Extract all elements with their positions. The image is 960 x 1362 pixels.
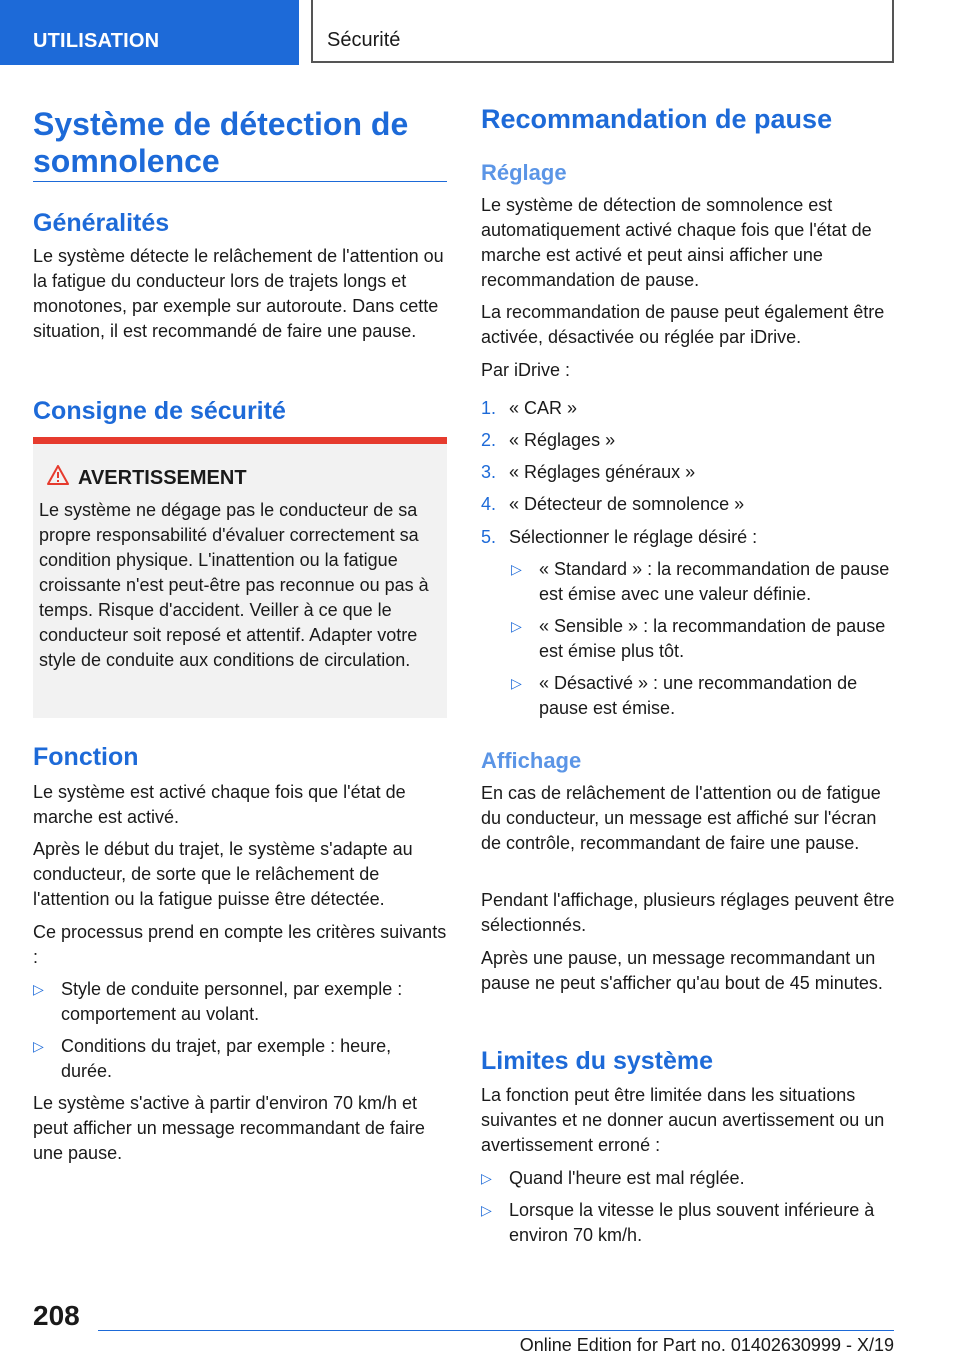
triangle-bullet-icon: ▷ [511, 675, 522, 691]
warning-text: Le système ne dégage pas le conducteur de sa propre responsabilité d'évaluer correctement sa condition physique. L'inattention ou la fatigue croissante n'est peut-être pas reconnue ou pas à temps. Risque d'accident. Veiller à ce que le conducteur soit reposé et attentif. Adapter votre style de conduite aux conditions de circulation. [39, 500, 429, 670]
header-section-label: UTILISATION [33, 30, 160, 52]
reglage-p1: Le système de détection de somnolence est automatiquement activé chaque fois que l'état de marche est activé et peut ainsi afficher une recommandation de pause. [481, 195, 872, 290]
limites-bullet-2: Lorsque la vitesse le plus souvent inférieure à environ 70 km/h. [509, 1200, 875, 1245]
step-text: « CAR » [509, 398, 578, 418]
list-item [481, 428, 895, 453]
list-item [33, 1034, 447, 1084]
list-item [481, 460, 895, 485]
list-item [481, 396, 895, 421]
affichage-p1: En cas de relâchement de l'attention ou de fatigue du conducteur, un message est affiché sur l'écran de contrôle, recommandant de faire une pause. [481, 783, 881, 853]
consigne-heading: Consigne de sécurité [33, 397, 286, 425]
reglage-p3: Par iDrive : [481, 360, 571, 380]
footer-edition: Online Edition for Part no. 01402630999 - X/19 [519, 1335, 894, 1355]
step-number: 4. [481, 494, 497, 514]
header-chapter-label: Sécurité [327, 29, 401, 51]
header-chapter-tab [311, 0, 894, 63]
triangle-bullet-icon: ▷ [481, 1170, 492, 1186]
header-section-tab [0, 0, 299, 65]
affichage-heading: Affichage [481, 748, 582, 773]
step-number: 5. [481, 527, 497, 547]
page-number: 208 [33, 1300, 80, 1331]
fonction-bullet-1: Style de conduite personnel, par exemple : comportement au volant. [61, 979, 403, 1024]
option-text: « Désactivé » : une recommandation de pause est émise. [539, 673, 858, 718]
warning-title: AVERTISSEMENT [78, 467, 247, 489]
step-text: « Réglages » [509, 430, 616, 450]
reglage-heading: Réglage [481, 160, 567, 185]
step-text: « Détecteur de somnolence » [509, 494, 745, 514]
option-text: « Sensible » : la recommandation de pause est émise plus tôt. [539, 616, 886, 661]
fonction-p4: Le système s'active à partir d'environ 70 km/h et peut afficher un message recommandant de faire une pause. [33, 1093, 425, 1163]
reglage-p2: La recommandation de pause peut également être activée, désactivée ou réglée par iDrive. [481, 302, 885, 347]
triangle-bullet-icon: ▷ [33, 981, 44, 997]
triangle-bullet-icon: ▷ [33, 1038, 44, 1054]
list-item [481, 614, 895, 664]
step-text: « Réglages généraux » [509, 462, 696, 482]
list-item [481, 525, 895, 550]
limites-p1: La fonction peut être limitée dans les situations suivantes et ne donner aucun avertissement ou un avertissement erroné : [481, 1085, 885, 1155]
footer-rule [98, 1330, 894, 1331]
triangle-bullet-icon: ▷ [481, 1202, 492, 1218]
list-item [481, 557, 895, 607]
fonction-heading: Fonction [33, 743, 139, 771]
list-item [481, 492, 895, 517]
list-item [481, 1198, 895, 1248]
list-item [481, 671, 895, 721]
step-text: Sélectionner le réglage désiré : [509, 527, 758, 547]
generalites-heading: Généralités [33, 209, 170, 237]
fonction-p2: Après le début du trajet, le système s'adapte au conducteur, de sorte que le relâchement de l'attention ou la fatigue puisse être détectée. [33, 839, 413, 909]
affichage-p3: Après une pause, un message recommandant un pause ne peut s'afficher qu'au bout de 45 minutes. [481, 948, 883, 993]
step-number: 3. [481, 462, 497, 482]
warning-triangle-icon [47, 465, 69, 485]
generalites-text: Le système détecte le relâchement de l'attention ou la fatigue du conducteur lors de trajets longs et monotones, par exemple sur autoroute. Dans cette situation, il est recommandé de faire une pause. [33, 246, 444, 341]
fonction-p3: Ce processus prend en compte les critères suivants : [33, 922, 447, 967]
recommandation-heading: Recommandation de pause [481, 104, 833, 134]
limites-bullet-1: Quand l'heure est mal réglée. [509, 1168, 745, 1188]
warning-box [33, 437, 447, 718]
step-number: 1. [481, 398, 497, 418]
option-text: « Standard » : la recommandation de pause est émise avec une valeur définie. [539, 559, 890, 604]
list-item [33, 977, 447, 1027]
triangle-bullet-icon: ▷ [511, 561, 522, 577]
fonction-bullet-2: Conditions du trajet, par exemple : heure, durée. [61, 1036, 392, 1081]
page-title: Système de détection de somnolence [33, 106, 409, 179]
fonction-p1: Le système est activé chaque fois que l'état de marche est activé. [33, 782, 406, 827]
triangle-bullet-icon: ▷ [511, 618, 522, 634]
step-number: 2. [481, 430, 497, 450]
affichage-p2: Pendant l'affichage, plusieurs réglages peuvent être sélectionnés. [481, 890, 895, 935]
title-rule [33, 181, 447, 182]
list-item [481, 1166, 895, 1191]
limites-heading: Limites du système [481, 1047, 714, 1075]
